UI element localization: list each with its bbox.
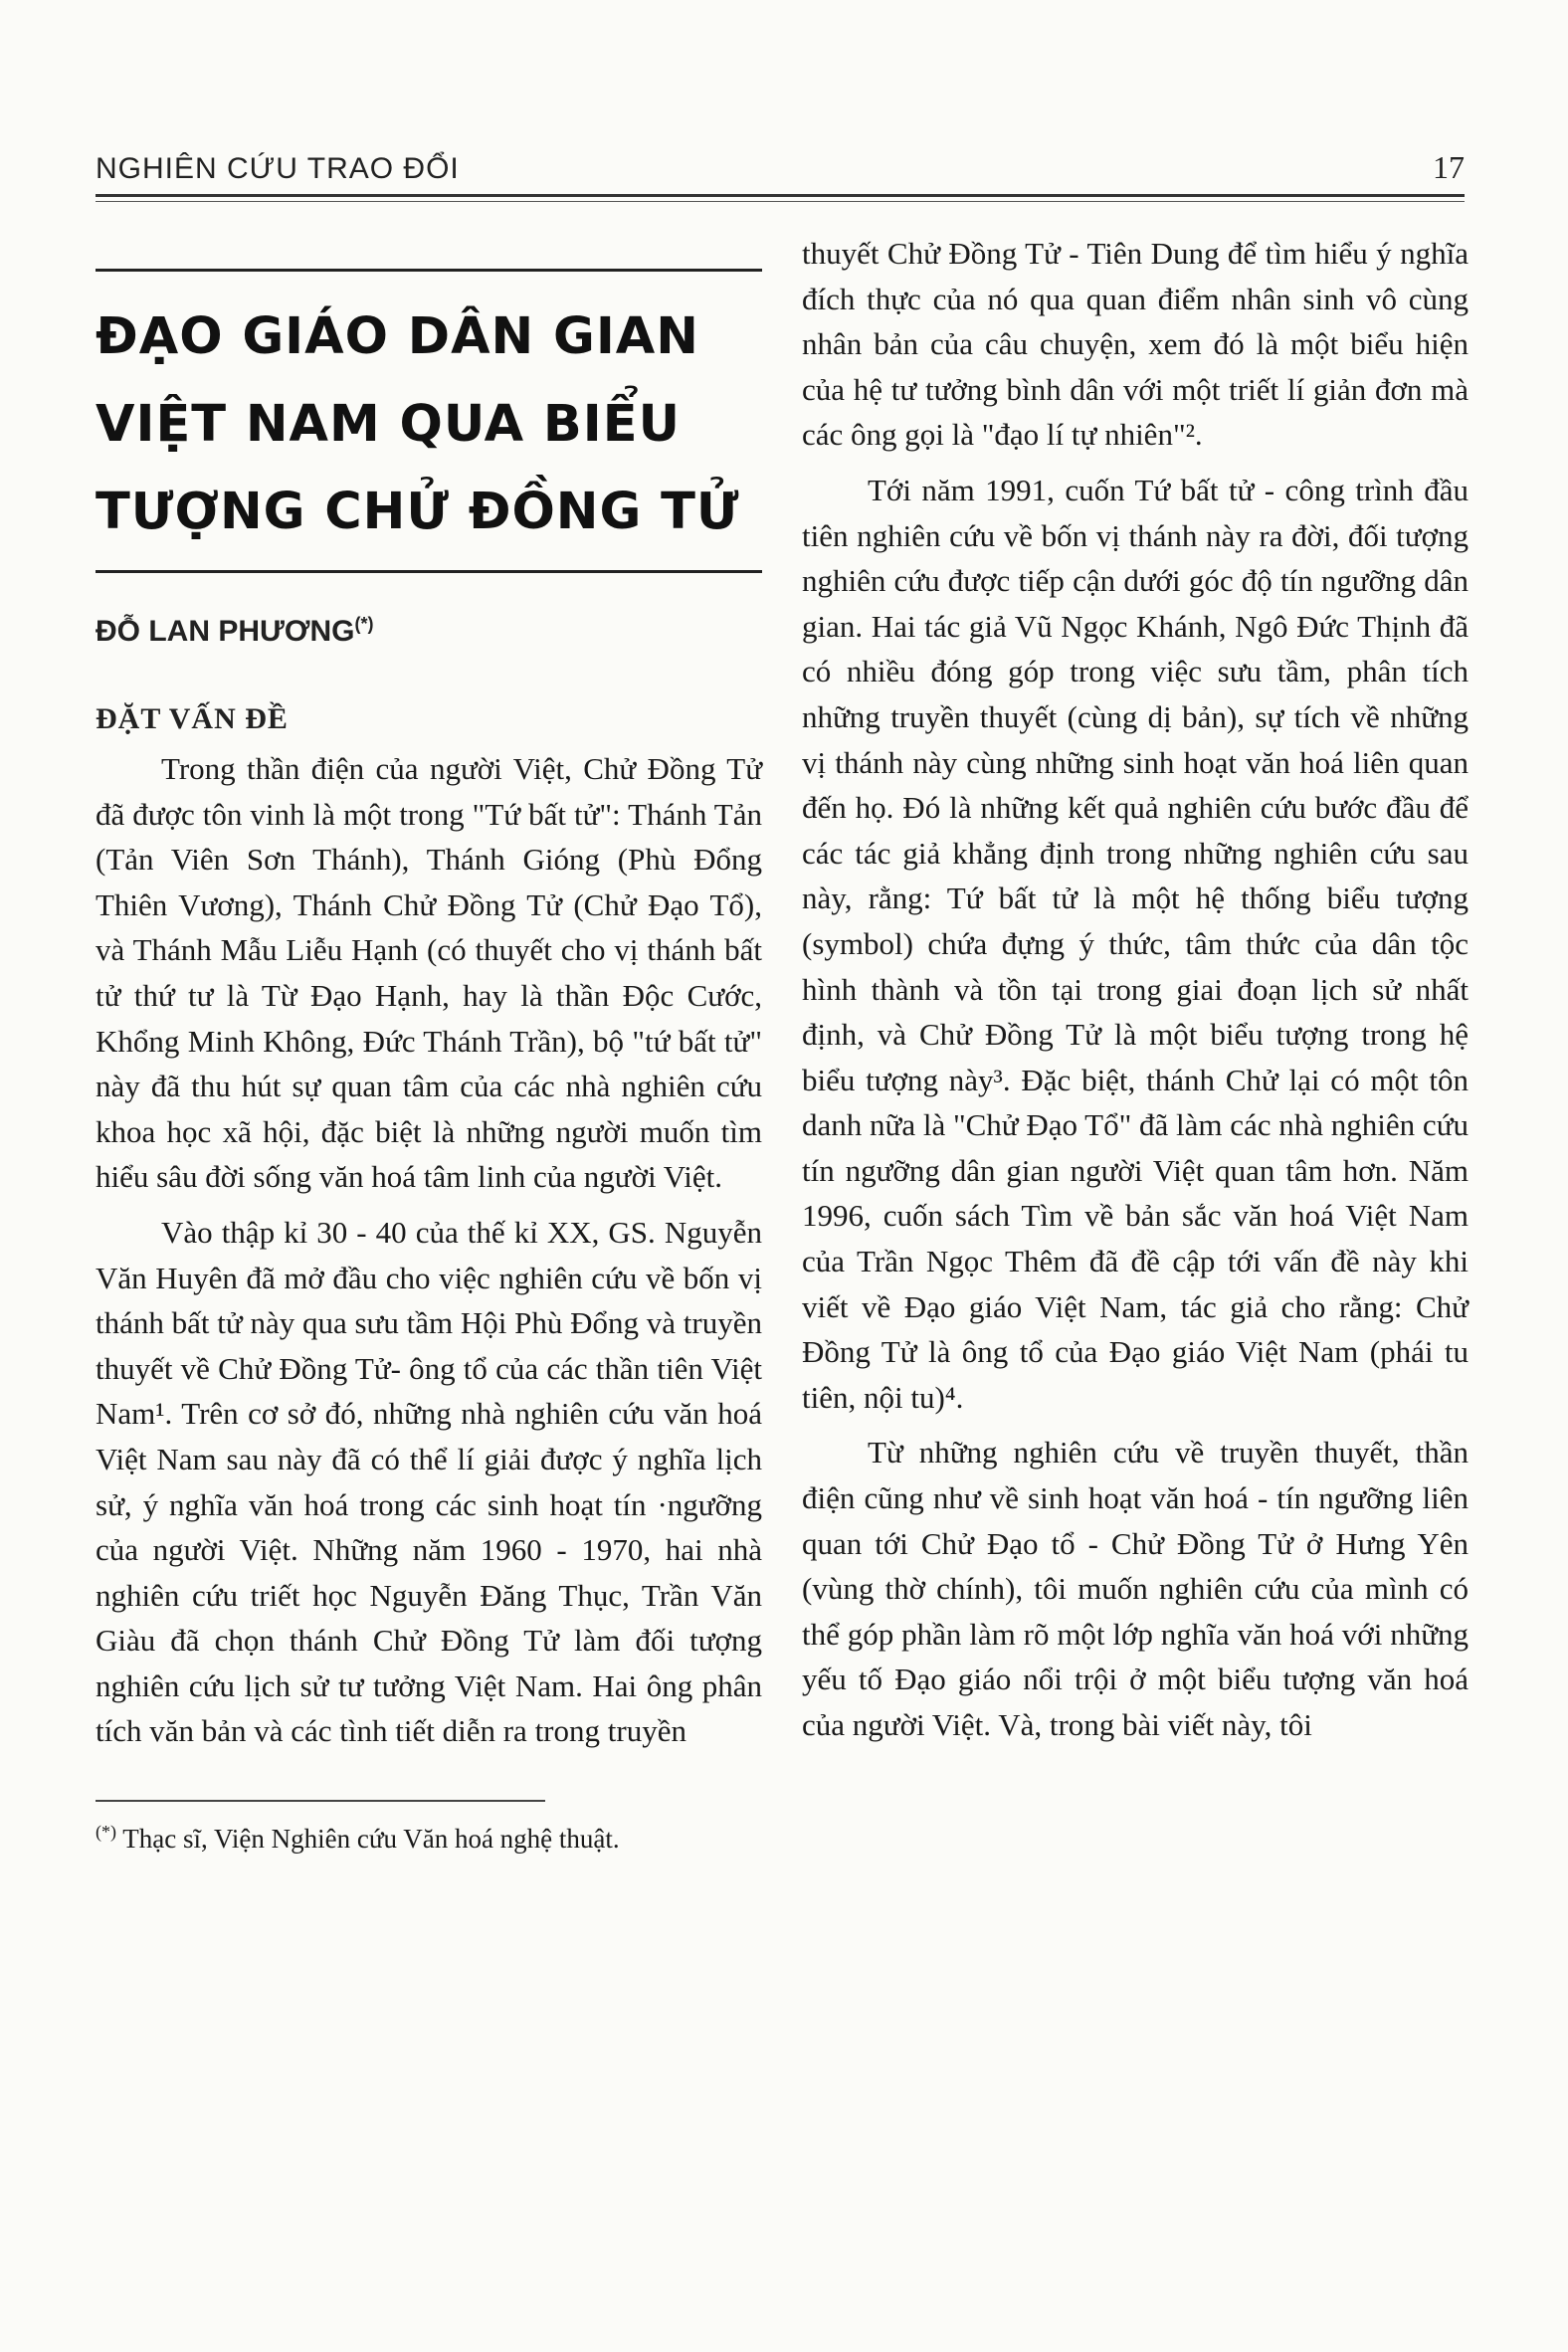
section-heading: ĐẶT VẤN ĐỀ bbox=[96, 702, 289, 735]
footnote-rule bbox=[96, 1800, 545, 1802]
author-byline bbox=[96, 615, 762, 649]
header-rule bbox=[96, 194, 1465, 197]
paragraph: thuyết Chử Đồng Tử - Tiên Dung để tìm hiểu ý nghĩa đích thực của nó qua quan điểm nhân sinh vô cùng nhân bản của câu chuyện, xem đó là một biểu hiện của hệ tư tưởng bình dân với một triết lí giản đơn mà các ông gọi là "đạo lí tự nhiên"². bbox=[802, 236, 1469, 453]
paragraph: Từ những nghiên cứu về truyền thuyết, thần điện cũng như về sinh hoạt văn hoá - tín ngưỡng liên quan tới Chử Đạo tổ - Chử Đồng Tử ở Hưng Yên (vùng thờ chính), tôi muốn nghiên cứu của mình có thể góp phần làm rõ một lớp nghĩa văn hoá với những yếu tố Đạo giáo nổi trội ở một biểu tượng văn hoá của người Việt. Và, trong bài viết này, tôi bbox=[802, 1435, 1469, 1742]
title-line: TƯỢNG CHỬ ĐỒNG TỬ bbox=[96, 483, 740, 541]
page-number: 17 bbox=[1433, 149, 1465, 185]
paragraph: Tới năm 1991, cuốn Tứ bất tử - công trình đầu tiên nghiên cứu về bốn vị thánh này ra đời, đối tượng nghiên cứu được tiếp cận dưới góc độ tín ngưỡng dân gian. Hai tác giả Vũ Ngọc Khánh, Ngô Đức Thịnh đã có nhiều đóng góp trong việc sưu tầm, phân tích những truyền thuyết (cùng dị bản), sự tích về những vị thánh này cùng những sinh hoạt văn hoá liên quan đến họ. Đó là những kết quả nghiên cứu bước đầu để các tác giả khẳng định trong những nghiên cứu sau này, rằng: Tứ bất tử là một hệ thống biểu tượng (symbol) chứa đựng ý thức, tâm thức của dân tộc hình thành và tồn tại trong giai đoạn lịch sử nhất định, và Chử Đồng Tử là một biểu tượng trong hệ biểu tượng này³. Đặc biệt, thánh Chử lại có một tôn danh nữa là "Chử Đạo Tổ" đã làm các nhà nghiên cứu tín ngưỡng dân gian người Việt quan tâm hơn. Năm 1996, cuốn sách Tìm về bản sắc văn hoá Việt Nam của Trần Ngọc Thêm đã đề cập tới vấn đề này khi viết về Đạo giáo Việt Nam, tác giả cho rằng: Chử Đồng Tử là ông tổ của Đạo giáo Việt Nam (phái tu tiên, nội tu)⁴. bbox=[802, 472, 1469, 1415]
running-header bbox=[96, 149, 1465, 186]
left-column bbox=[96, 231, 762, 1867]
section-label: NGHIÊN CỨU TRAO ĐỔI bbox=[96, 152, 460, 185]
paragraph: Vào thập kỉ 30 - 40 của thế kỉ XX, GS. Nguyễn Văn Huyên đã mở đầu cho việc nghiên cứu về bốn vị thánh bất tử này qua sưu tầm Hội Phù Đổng và truyền thuyết về Chử Đồng Tử- ông tổ của các thần tiên Việt Nam¹. Trên cơ sở đó, những nhà nghiên cứu văn hoá Việt Nam sau này đã có thể lí giải được ý nghĩa lịch sử, ý nghĩa văn hoá trong các sinh hoạt tín ·ngưỡng của người Việt. Những năm 1960 - 1970, hai nhà nghiên cứu triết học Nguyễn Đăng Thục, Trần Văn Giàu đã chọn thánh Chử Đồng Tử làm đối tượng nghiên cứu lịch sử tư tưởng Việt Nam. Hai ông phân tích văn bản và các tình tiết diễn ra trong truyền bbox=[96, 1214, 762, 1749]
paragraph: Trong thần điện của người Việt, Chử Đồng Tử đã được tôn vinh là một trong "Tứ bất tử": Thánh Tản (Tản Viên Sơn Thánh), Thánh Gióng (Phù Đổng Thiên Vương), Thánh Chử Đồng Tử (Chử Đạo Tổ), và Thánh Mẫu Liễu Hạnh (có thuyết cho vị thánh bất tử thứ tư là Từ Đạo Hạnh, hay là thần Độc Cước, Khổng Minh Không, Đức Thánh Trần), bộ "tứ bất tử" này đã thu hút sự quan tâm của các nhà nghiên cứu khoa học xã hội, đặc biệt là những người muốn tìm hiểu sâu đời sống văn hoá tâm linh của người Việt. bbox=[96, 751, 762, 1195]
title-line: VIỆT NAM QUA BIỂU bbox=[96, 395, 682, 454]
right-column bbox=[802, 231, 1469, 1758]
footnote-text: Thạc sĩ, Viện Nghiên cứu Văn hoá nghệ thuật. bbox=[116, 1824, 620, 1855]
footnote-mark: (*) bbox=[96, 1822, 116, 1843]
footnote bbox=[96, 1820, 762, 1858]
title-rule-bottom bbox=[96, 570, 762, 573]
header-rule-thin bbox=[96, 201, 1465, 202]
title-line: ĐẠO GIÁO DÂN GIAN bbox=[96, 307, 699, 366]
title-rule-top bbox=[96, 269, 762, 272]
author-name: ĐỖ LAN PHƯƠNG bbox=[96, 615, 355, 648]
author-footnote-mark: (*) bbox=[354, 614, 374, 634]
article-title bbox=[96, 294, 762, 556]
